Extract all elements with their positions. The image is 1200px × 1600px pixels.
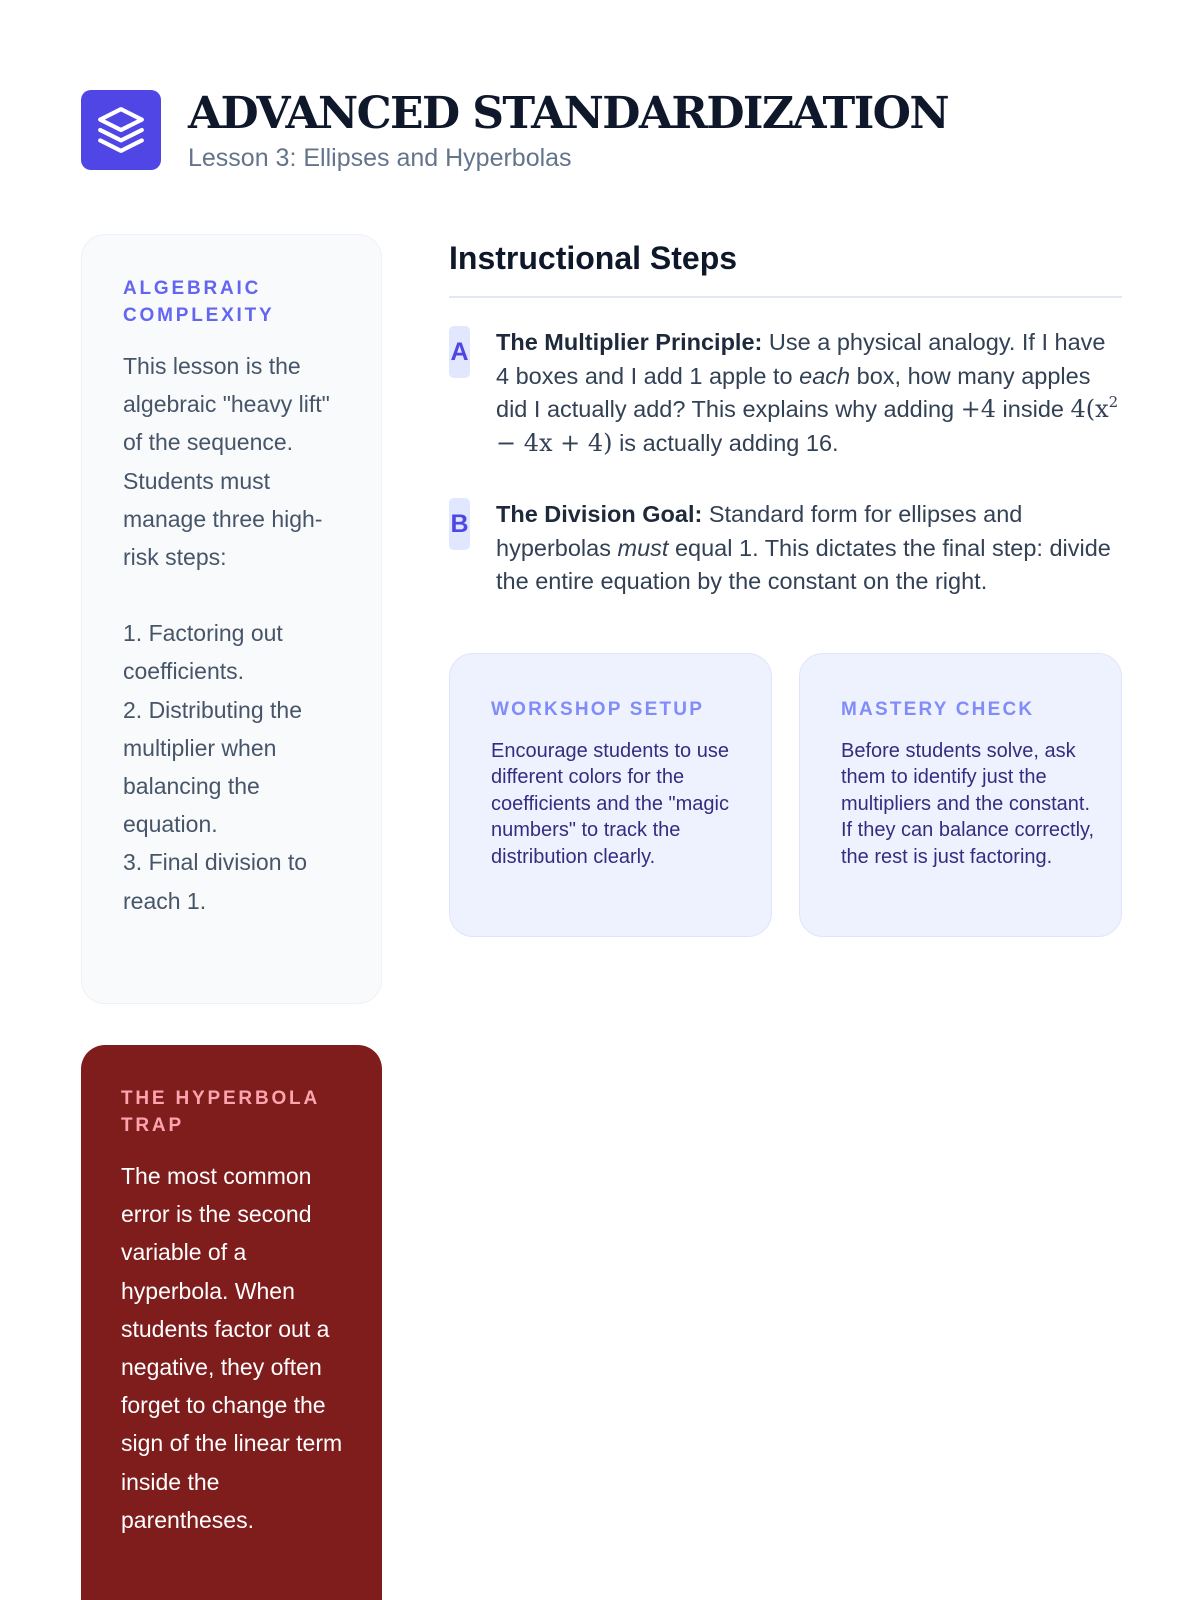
step-a-text-part: inside (996, 396, 1071, 422)
tip-cards (449, 653, 1122, 937)
step-b-text (496, 498, 1122, 599)
algebraic-complexity-card (81, 234, 382, 1004)
mastery-check-card (799, 653, 1122, 937)
section-title: Instructional Steps (449, 240, 738, 276)
page-header (81, 90, 948, 173)
step-b-emphasis: must (617, 534, 669, 561)
mastery-check-label: MASTERY CHECK (841, 698, 1035, 720)
header-text (188, 90, 948, 173)
hyperbola-trap-label: THE HYPERBOLA TRAP (121, 1088, 320, 1136)
instructional-steps-section (449, 236, 1122, 937)
algebraic-complexity-intro: This lesson is the algebraic "heavy lift" of the sequence. Students must manage three high-risk steps: (123, 353, 330, 571)
step-b-badge: B (449, 498, 470, 550)
math-expression-part: − 4x + 4) (496, 428, 613, 457)
step-b-text-part: Standard form for ellipses and hyperbolas (496, 501, 1023, 561)
step-a-badge: A (449, 326, 470, 378)
step-a-text-part: box, how many apples did I actually add? This explains why adding (496, 362, 1091, 422)
complexity-step-1: 1. Factoring out coefficients. (123, 620, 283, 685)
workshop-setup-card (449, 653, 772, 937)
step-a-text (496, 326, 1122, 460)
step-a (449, 326, 1122, 460)
layers-icon (81, 90, 161, 170)
step-b-lead: The Division Goal: (496, 501, 703, 527)
section-divider (449, 296, 1122, 298)
step-b (449, 498, 1122, 599)
math-exponent: 2 (1108, 393, 1119, 411)
step-b-text-part: equal 1. This dictates the final step: divide the entire equation by the constant on the right. (496, 534, 1111, 594)
hyperbola-trap-body: The most common error is the second variable of a hyperbola. When students factor out a negative, they often forget to change the sign of the linear term inside the parentheses. (121, 1163, 343, 1533)
page-title: ADVANCED STANDARDIZATION (188, 88, 949, 139)
complexity-step-3: 3. Final division to reach 1. (123, 849, 308, 914)
workshop-setup-body: Encourage students to use different colors for the coefficients and the "magic numbers" to track the distribution clearly. (491, 739, 729, 868)
step-a-text-part: is actually adding 16. (612, 429, 839, 456)
mastery-check-body: Before students solve, ask them to identify just the multipliers and the constant. If they can balance correctly, the rest is just factoring. (841, 739, 1095, 868)
hyperbola-trap-card (81, 1045, 382, 1600)
math-expression-part: 4(x (1070, 395, 1109, 423)
step-a-lead: The Multiplier Principle: (496, 329, 763, 355)
algebraic-complexity-label: ALGEBRAIC COMPLEXITY (123, 278, 275, 326)
math-plus-four: +4 (960, 395, 997, 423)
step-a-text-part: Use a physical analogy. If I have 4 boxes and I add 1 apple to (496, 329, 1106, 389)
page-subtitle: Lesson 3: Ellipses and Hyperbolas (188, 144, 572, 172)
workshop-setup-label: WORKSHOP SETUP (491, 698, 705, 720)
algebraic-complexity-body (123, 347, 345, 920)
complexity-step-2: 2. Distributing the multiplier when balancing the equation. (123, 696, 302, 838)
step-a-emphasis: each (799, 362, 851, 389)
